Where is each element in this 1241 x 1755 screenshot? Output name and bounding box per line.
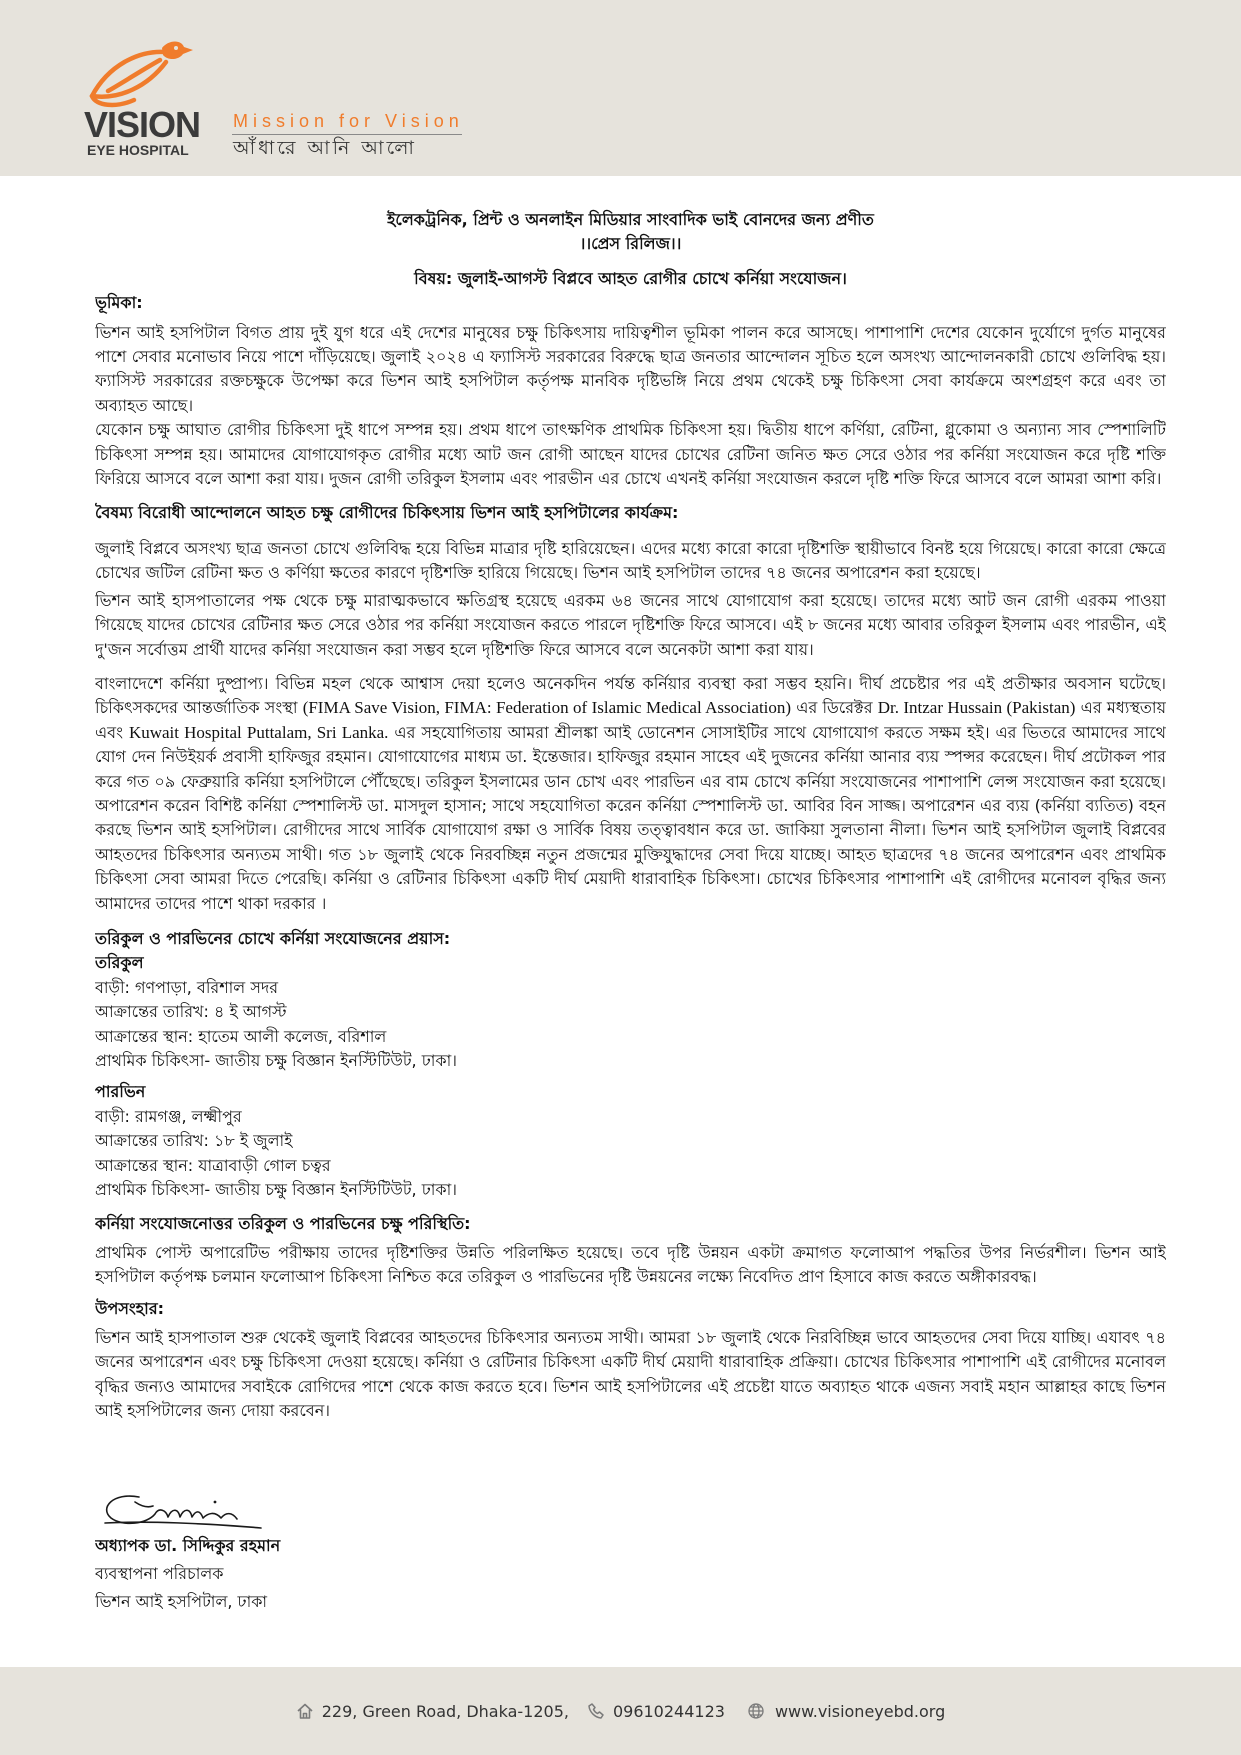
letterhead-footer (0, 1667, 1241, 1755)
patient-detail: বাড়ী: গণপাড়া, বরিশাল সদর (95, 977, 279, 997)
organization-name: (FIMA Save Vision, FIMA: Federation of Islamic Medical Association) (302, 698, 792, 718)
activities-heading: বৈষম্য বিরোধী আন্দোলনে আহত চক্ষু রোগীদের চিকিৎসায় ভিশন আই হসপিটালের কার্যক্রম: (95, 503, 679, 523)
patients-heading: তরিকুল ও পারভিনের চোখে কর্নিয়া সংযোজনের প্রয়াস: (95, 928, 451, 948)
address-text: 229, Green Road, Dhaka-1205, (321, 1701, 569, 1721)
patient-detail: আক্রান্তের স্থান: হাতেম আলী কলেজ, বরিশাল (95, 1026, 387, 1046)
patient-detail: আক্রান্তের তারিখ: ৪ ই আগস্ট (95, 1002, 287, 1022)
press-release-body (95, 208, 1166, 1658)
tagline-english: Mission for Vision (233, 111, 464, 131)
vision-bird-logo-icon (86, 36, 194, 110)
partner-hospital-name: Kuwait Hospital Puttalam, Sri Lanka. (128, 722, 389, 742)
signatory-block (95, 1532, 1166, 1616)
cornea-arrangement-paragraph (95, 672, 1166, 916)
conclusion-paragraph: ভিশন আই হাসপাতাল শুরু থেকেই জুলাই বিপ্লবের আহতদের চিকিৎসার অন্যতম সাথী। আমরা ১৮ জুলাই থেকে নিরবিচ্ছিন্ন ভাবে আহতদের সেবা দিয়ে যাচ্ছি। এযাবৎ ৭৪ জনের অপারেশন এবং চক্ষু চিকিৎসা দেওয়া হয়েছে। কর্নিয়া ও রেটিনার চিকিৎসা একটি দীর্ঘ মেয়াদী ধারাবাহিক প্রক্রিয়া। চোখের চিকিৎসার পাশাপাশি এই রোগীদের মনোবল বৃদ্ধির জন্যও আমাদের সবাইকে রোগিদের পাশে থেকে কাজ করতে হবে। ভিশন আই হসপিটালের এই প্রচেষ্টা যাতে অব্যাহত থাকে এজন্য সবাই মহান আল্লাহর কাছে ভিশন আই হসপিটালের জন্য দোয়া করবেন। (95, 1328, 1166, 1421)
intro-paragraph: ভিশন আই হসপিটাল বিগত প্রায় দুই যুগ ধরে এই দেশের মানুষের চক্ষু চিকিৎসায় দায়িত্বশীল ভূমিকা পালন করে আসছে। পাশাপাশি দেশের যেকোন দুর্যোগে দুর্গত মানুষের পাশে সেবার মনোভাব নিয়ে পাশে দাঁড়িয়েছে। জুলাই ২০২৪ এ ফ্যাসিস্ট সরকারের বিরুদ্ধে ছাত্র জনতার আন্দোলন সূচিত হলে অসংখ্য আন্দোলনকারী চোখে গুলিবিদ্ধ হয়। ফ্যাসিস্ট সরকারের রক্তচক্ষুকে উপেক্ষা করে ভিশন আই হসপিটাল কর্তৃপক্ষ মানবিক দৃষ্টিভঙ্গি নিয়ে প্রথম থেকেই চক্ষু চিকিৎসা সেবা কার্যক্রমে অংশগ্রহণ করে এবং তা অব্যাহত আছে। (95, 322, 1166, 415)
patient-detail: বাড়ী: রামগঞ্জ, লক্ষ্মীপুর (95, 1106, 242, 1126)
patient-detail: প্রাথমিক চিকিৎসা- জাতীয় চক্ষু বিজ্ঞান ইনস্টিটিউট, ঢাকা। (95, 1051, 457, 1070)
brand-name: VISION (84, 104, 201, 145)
patient-detail: প্রাথমিক চিকিৎসা- জাতীয় চক্ষু বিজ্ঞান ইনস্টিটিউট, ঢাকা। (95, 1180, 457, 1200)
footer-phone (587, 1702, 725, 1721)
paragraph-text: বাংলাদেশে কর্নিয়া দুষ্প্রাপ্য। বিভিন্ন মহল থেকে আশ্বাস দেয়া হলেও অনেকদিন পর্যন্ত কর্নিয়ার ব্যবস্থা করা সম্ভব হয়নি। দীর্ঘ প্রচেষ্টার পর এই প্রতীক্ষার অবসান ঘটেছে। চিকিৎসকদের আন্তর্জাতিক সংস্থা (95, 673, 1166, 718)
signatory-designation: ব্যবস্থাপনা পরিচালক (95, 1563, 224, 1583)
patient-name: পারভিন (95, 1082, 146, 1102)
paragraph-text: এর ডিরেক্টর (791, 698, 878, 718)
intro-heading: ভূমিকা: (95, 293, 143, 313)
intro-paragraph: যেকোন চক্ষু আঘাত রোগীর চিকিৎসা দুই ধাপে সম্পন্ন হয়। প্রথম ধাপে তাৎক্ষণিক প্রাথমিক চিকিৎসা হয়। দ্বিতীয় ধাপে কর্ণিয়া, রেটিনা, গ্লুকোমা ও অন্যান্য সাব স্পেশালিটি চিকিৎসা সম্পন্ন হয়। আমাদের যোগাযোগকৃত রোগীর মধ্যে আট জন রোগী আছেন যাদের চোখের রেটিনা জনিত ক্ষত সেরে ওঠার পর কর্নিয়া সংযোজন করে দৃষ্টি শক্তি ফিরিয়ে আসবে বলে আশা করা যায়। দুজন রোগী তরিকুল ইসলাম এবং পারভীন এর চোখে এখনই কর্নিয়া সংযোজন করলে দৃষ্টি শক্তি ফিরে আসবে বলে আমরা আশা করি। (95, 420, 1166, 489)
paragraph-text: এর সহযোগিতায় আমরা শ্রীলঙ্কা আই ডোনেশন সোসাইটির সাথে যোগাযোগ করতে সক্ষম হই। এর ভিতরে আমাদের সাথে যোগ দেন নিউইয়র্ক প্রবাসী হাফিজুর রহমান। যোগাযোগের মাধ্যম ডা. ইন্তেজার। হাফিজুর রহমান সাহেব এই দুজনের কর্নিয়া আনার ব্যয় স্পন্সর করেছেন। দীর্ঘ প্রটোকল পার করে গত ০৯ ফেব্রুয়ারি কর্নিয়া হসপিটালে পৌঁছেছে। তরিকুল ইসলামের ডান চোখ এবং পারভিন এর বাম চোখে কর্নিয়া সংযোজনের পাশাপাশি লেন্স সংযোজন করা হয়েছে। অপারেশন করেন বিশিষ্ট কর্নিয়া স্পেশালিস্ট ডা. মাসদুল হাসান; সাথে সহযোগিতা করেন কর্নিয়া স্পেশালিস্ট ডা. আবির বিন সাজ্জ। অপারেশন এর ব্যয় (কর্নিয়া ব্যতিত) বহন করছে ভিশন আই হসপিটাল। রোগীদের সাথে সার্বিক যোগাযোগ রক্ষা ও সার্বিক বিষয় তত্ত্বাবধান করে ডা. জাকিয়া সুলতানা নীলা। ভিশন আই হসপিটাল জুলাই বিপ্লবের আহতদের চিকিৎসার অন্যতম সাথী। গত ১৮ জুলাই থেকে নিরবচ্ছিন্ন নতুন প্রজন্মের মুক্তিযুদ্ধাদের সেবা দিয়ে যাচ্ছে। আহত ছাত্রদের ৭৪ জনের অপারেশন এবং প্রাথমিক চিকিৎসা সেবা আমরা দিতে পেরেছি। কর্নিয়া ও রেটিনার চিকিৎসা একটি দীর্ঘ মেয়াদী ধারাবাহিক চিকিৎসা। চোখের চিকিৎসার পাশাপাশি এই রোগীদের মনোবল বৃদ্ধির জন্য আমাদের তাদের পাশে থাকা দরকার । (95, 722, 1166, 913)
director-name: Dr. Intzar Hussain (Pakistan) (877, 698, 1076, 718)
activities-paragraph: জুলাই বিপ্লবে অসংখ্য ছাত্র জনতা চোখে গুলিবিদ্ধ হয়ে বিভিন্ন মাত্রার দৃষ্টি হারিয়েছেন। এদের মধ্যে কারো কারো দৃষ্টিশক্তি স্থায়ীভাবে বিনষ্ট হয়ে গিয়েছে। কারো কারো ক্ষেত্রে চোখের জটিল রেটিনা ক্ষত ও কর্ণিয়া ক্ষতের কারণে দৃষ্টিশক্তি হারিয়ে গিয়েছে। ভিশন আই হসপিটাল তাদের ৭৪ জনের অপারেশন করা হয়েছে। (95, 538, 1166, 583)
subject-line: বিষয়: জুলাই-আগস্ট বিপ্লবে আহত রোগীর চোখে কর্নিয়া সংযোজন। (414, 268, 847, 288)
signatory-organization: ভিশন আই হসপিটাল, ঢাকা (95, 1591, 268, 1611)
letterhead-header (0, 0, 1241, 176)
audience-line: ইলেকট্রনিক, প্রিন্ট ও অনলাইন মিডিয়ার সাংবাদিক ভাই বোনদের জন্য প্রণীত (387, 210, 874, 229)
signatory-name: অধ্যাপক ডা. সিদ্দিকুর রহমান (95, 1535, 281, 1555)
conclusion-heading: উপসংহার: (95, 1298, 165, 1318)
paragraph-text: এর মধ্যস্থতায় এবং (95, 698, 1166, 742)
patient-name: তরিকুল (95, 953, 144, 973)
patient-detail: আক্রান্তের তারিখ: ১৮ ই জুলাই (95, 1131, 293, 1151)
phone-number: 09610244123 (612, 1701, 725, 1721)
handwritten-signature (95, 1488, 265, 1532)
activities-paragraph: ভিশন আই হাসপাতালের পক্ষ থেকে চক্ষু মারাত্মকভাবে ক্ষতিগ্রস্থ হয়েছে এরকম ৬৪ জনের সাথে যোগাযোগ করা হয়েছে। তাদের মধ্যে আট জন রোগী এরকম পাওয়া গিয়েছে যাদের চোখের রেটিনার ক্ষত সেরে ওঠার পর কর্নিয়া সংযোজন করতে পারলে দৃষ্টিশক্তি ফিরে আসবে। এই ৮ জনের মধ্যে আবার তরিকুল ইসলাম এবং পারভীন, এই দু'জন সর্বোত্তম প্রার্থী যাদের কর্নিয়া সংযোজন করা সম্ভব হলে দৃষ্টিশক্তি ফিরে আসবে বলে অনেকটা আশা করা যায়। (95, 590, 1166, 659)
footer-website (747, 1702, 945, 1721)
status-heading: কর্নিয়া সংযোজনোত্তর তরিকুল ও পারভিনের চক্ষু পরিস্থিতি: (95, 1214, 471, 1234)
globe-icon (747, 1702, 765, 1720)
status-paragraph: প্রাথমিক পোস্ট অপারেটিভ পরীক্ষায় তাদের দৃষ্টিশক্তির উন্নতি পরিলক্ষিত হয়েছে। তবে দৃষ্টি উন্নয়ন একটা ক্রমাগত ফলোআপ পদ্ধতির উপর নির্ভরশীল। ভিশন আই হসপিটাল কর্তৃপক্ষ চলমান ফলোআপ চিকিৎসা নিশ্চিত করে তরিকুল ও পারভিনের দৃষ্টি উন্নয়নের লক্ষ্যে নিবেদিত প্রাণ হিসাবে কাজ করতে অঙ্গীকারবদ্ধ। (95, 1242, 1166, 1287)
tagline-bengali: আঁধারে আনি আলো (233, 137, 417, 159)
website-url: www.visioneyebd.org (774, 1701, 946, 1721)
phone-icon (587, 1702, 605, 1720)
patient-detail: আক্রান্তের স্থান: যাত্রাবাড়ী গোল চত্বর (95, 1155, 331, 1175)
footer-address (296, 1702, 569, 1721)
press-release-label: ।।প্রেস রিলিজ।। (579, 234, 682, 254)
brand-subtitle: EYE HOSPITAL (87, 142, 189, 158)
home-icon (296, 1702, 314, 1720)
tagline-divider (232, 134, 462, 135)
